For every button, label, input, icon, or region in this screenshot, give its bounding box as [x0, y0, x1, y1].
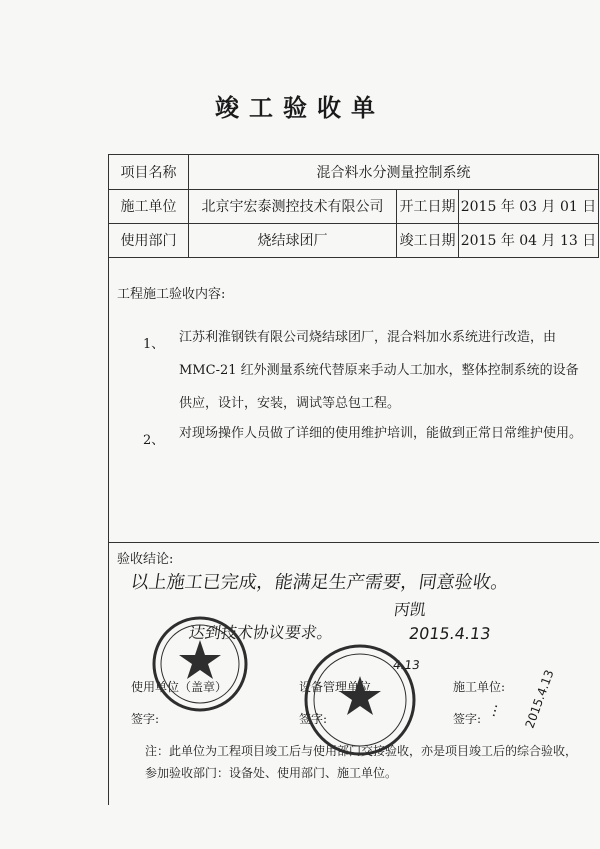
- handwritten-right-date: 2015.4.13: [522, 667, 557, 731]
- start-date-value: 2015 年 03 月 01 日: [459, 189, 599, 223]
- start-date-label: 开工日期: [397, 189, 459, 223]
- item-2-text: 对现场操作人员做了详细的使用维护培训，能做到正常日常维护使用。: [179, 426, 583, 441]
- using-unit-sign-label: 签字:: [131, 712, 160, 726]
- project-name-label: 项目名称: [109, 155, 189, 189]
- equipment-unit-label: 设备管理单位: [299, 680, 372, 694]
- equipment-unit-sign-label: 签字:: [299, 712, 328, 726]
- finish-date-label: 竣工日期: [397, 223, 459, 257]
- construction-unit-value: 北京宇宏泰测控技术有限公司: [189, 189, 397, 223]
- item-1-number: 1、: [143, 337, 165, 352]
- stamp-using-unit: [148, 612, 252, 716]
- handwritten-conclusion-line-2: 达到技术协议要求。: [187, 623, 335, 642]
- using-unit-stamp-label: 使用单位（盖章）: [131, 680, 228, 694]
- handwritten-date-1: 2015.4.13: [407, 624, 492, 643]
- content-section-title: 工程施工验收内容:: [117, 287, 226, 302]
- handwritten-date-2: 4.13: [392, 658, 421, 672]
- using-dept-label: 使用部门: [109, 223, 189, 257]
- construction-unit-label: 施工单位: [109, 189, 189, 223]
- conclusion-label: 验收结论:: [117, 552, 174, 567]
- using-dept-value: 烧结球团厂: [189, 223, 397, 257]
- stamp-equipment-unit: [300, 640, 420, 760]
- row-project-name: [109, 155, 599, 190]
- construction-unit-sign-label: 施工单位:: [453, 680, 506, 694]
- row-construction-unit: [109, 189, 599, 224]
- construction-unit-sign-label-2: 签字:: [453, 712, 482, 726]
- finish-date-value: 2015 年 04 月 13 日: [459, 223, 599, 257]
- row-using-dept: [109, 223, 599, 258]
- content-section: [109, 257, 599, 543]
- handwritten-signature-1: 丙凯: [392, 600, 428, 619]
- project-name-value: 混合料水分测量控制系统: [189, 155, 599, 189]
- handwritten-conclusion-line-1: 以上施工已完成，能满足生产需要，同意验收。: [129, 572, 511, 593]
- document-title: 竣工验收单: [215, 93, 385, 122]
- handwritten-right-signature: …: [482, 701, 502, 719]
- item-2-number: 2、: [143, 433, 165, 448]
- footnote: 注：此单位为工程项目竣工后与使用部门交接验收，亦是项目竣工后的综合验收，参加验收部门：设备处、使用部门、施工单位。: [145, 744, 578, 780]
- item-1-text: 江苏利淮钢铁有限公司烧结球团厂，混合料加水系统进行改造，由MMC-21 红外测量系统代替原来手动人工加水，整体控制系统的设备供应，设计，安装，调试等总包工程。: [179, 330, 579, 411]
